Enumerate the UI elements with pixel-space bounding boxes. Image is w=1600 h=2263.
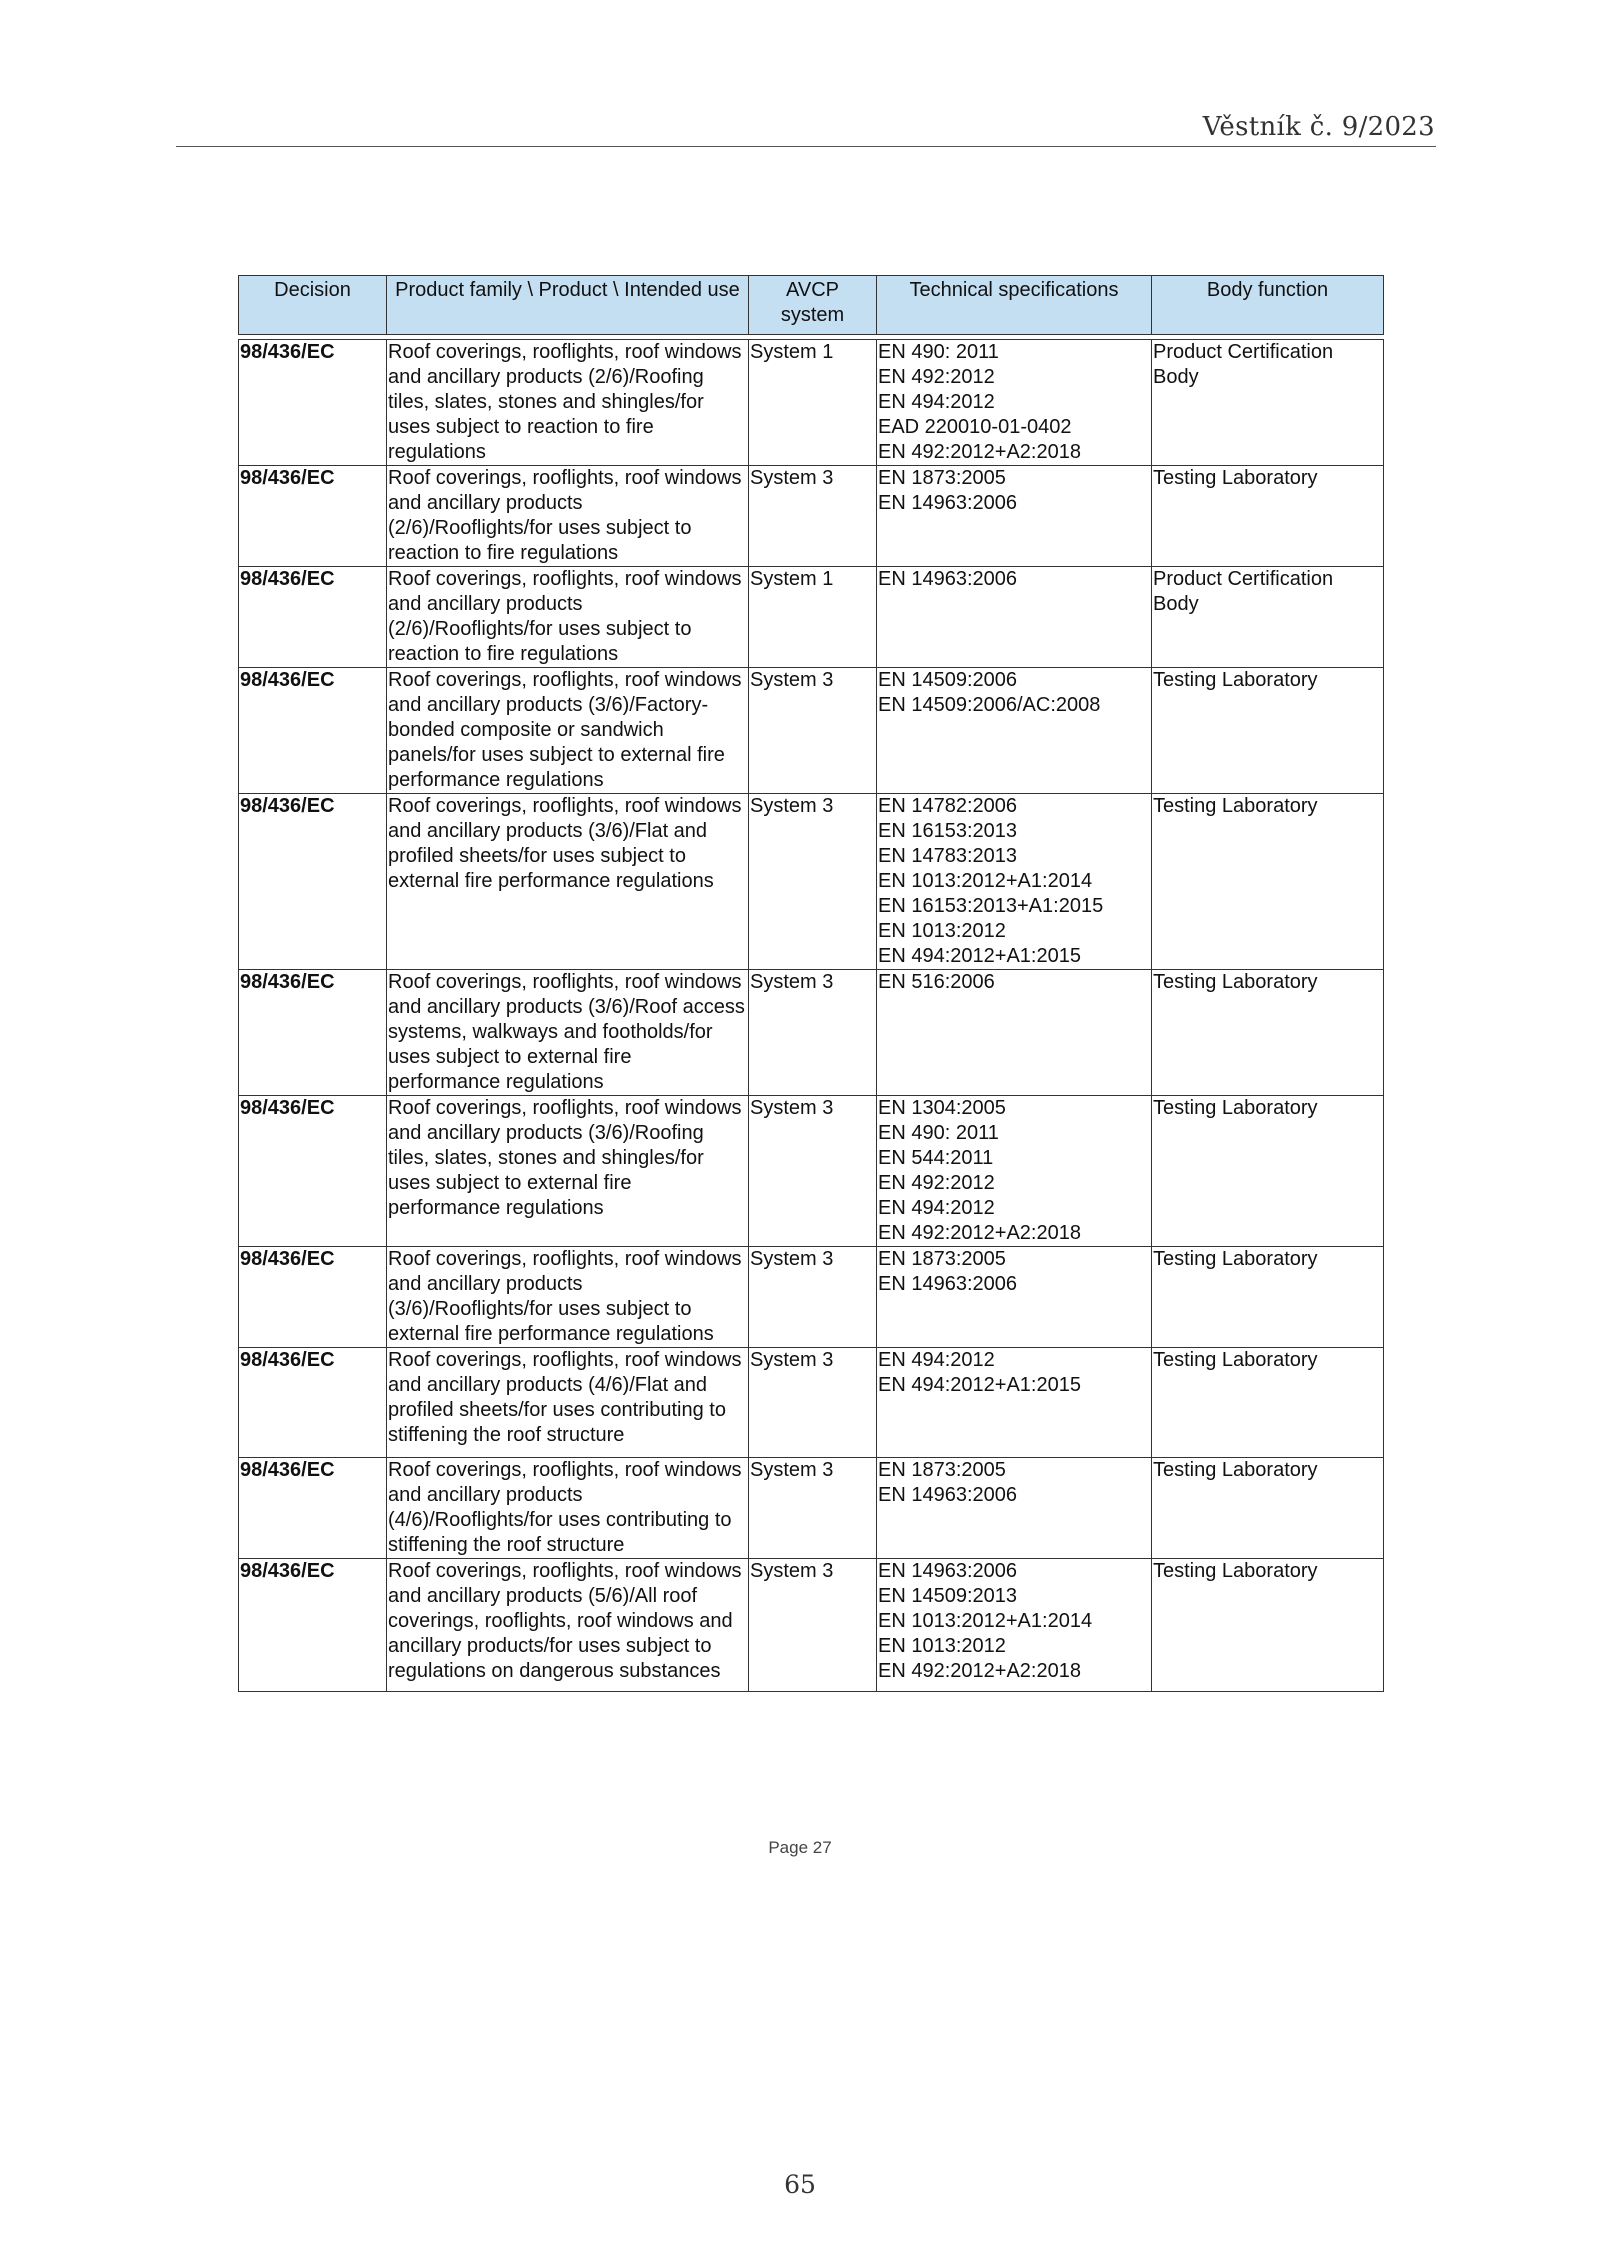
- specification-item: EN 14509:2006/AC:2008: [878, 694, 1101, 716]
- table-header-row: [239, 276, 1384, 335]
- table-row: [239, 1458, 1384, 1559]
- body-function-cell: Testing Laboratory: [1152, 970, 1384, 1096]
- table-row: [239, 970, 1384, 1096]
- body-function-cell: Testing Laboratory: [1152, 1458, 1384, 1559]
- column-header-body-function: Body function: [1152, 276, 1384, 335]
- specification-item: EN 1873:2005: [878, 1459, 1006, 1481]
- avcp-cell: System 1: [749, 567, 877, 668]
- specification-item: EN 492:2012+A2:2018: [878, 1660, 1081, 1682]
- body-function-cell: Testing Laboratory: [1152, 1348, 1384, 1458]
- decision-cell: 98/436/EC: [239, 794, 387, 970]
- specification-item: EN 492:2012: [878, 366, 995, 388]
- body-function-cell: Testing Laboratory: [1152, 466, 1384, 567]
- header-rule: [176, 146, 1436, 147]
- specification-item: EN 1873:2005: [878, 467, 1006, 489]
- product-cell: Roof coverings, rooflights, roof windows and ancillary products (4/6)/Flat and profiled sheets/for uses contributing to stiffening the roof structure: [387, 1348, 749, 1458]
- specification-item: EN 14509:2013: [878, 1585, 1018, 1607]
- decision-cell: 98/436/EC: [239, 1247, 387, 1348]
- specification-item: EN 1873:2005: [878, 1248, 1006, 1270]
- specification-item: EN 14782:2006: [878, 795, 1018, 817]
- product-cell: Roof coverings, rooflights, roof windows and ancillary products (2/6)/Rooflights/for uses subject to reaction to fire regulations: [387, 466, 749, 567]
- specification-item: EN 14963:2006: [878, 1273, 1018, 1295]
- technical-specifications-cell: [877, 1096, 1152, 1247]
- page-number: 65: [784, 2170, 816, 2199]
- technical-specifications-cell: [877, 1458, 1152, 1559]
- specification-item: EN 492:2012+A2:2018: [878, 1222, 1081, 1244]
- avcp-cell: System 3: [749, 1559, 877, 1692]
- table-row: [239, 340, 1384, 466]
- specification-item: EN 494:2012: [878, 1197, 995, 1219]
- specification-item: EN 14963:2006: [878, 1560, 1018, 1582]
- decision-cell: 98/436/EC: [239, 668, 387, 794]
- specification-item: EN 492:2012: [878, 1172, 995, 1194]
- body-function-cell: Testing Laboratory: [1152, 668, 1384, 794]
- product-cell: Roof coverings, rooflights, roof windows and ancillary products (3/6)/Rooflights/for uses subject to external fire performance regulations: [387, 1247, 749, 1348]
- table-row: [239, 1096, 1384, 1247]
- technical-specifications-cell: [877, 1559, 1152, 1692]
- body-function-cell: Product Certification Body: [1152, 340, 1384, 466]
- specification-item: EAD 220010-01-0402: [878, 416, 1072, 438]
- decision-cell: 98/436/EC: [239, 466, 387, 567]
- technical-specifications-cell: [877, 466, 1152, 567]
- table-row: [239, 466, 1384, 567]
- specification-item: EN 14963:2006: [878, 1484, 1018, 1506]
- specification-item: EN 1013:2012+A1:2014: [878, 1610, 1093, 1632]
- table-row: [239, 1348, 1384, 1458]
- specification-item: EN 16153:2013+A1:2015: [878, 895, 1104, 917]
- decision-cell: 98/436/EC: [239, 1096, 387, 1247]
- specification-item: EN 16153:2013: [878, 820, 1018, 842]
- product-cell: Roof coverings, rooflights, roof windows and ancillary products (3/6)/Flat and profiled sheets/for uses subject to external fire performance regulations: [387, 794, 749, 970]
- body-function-cell: Product Certification Body: [1152, 567, 1384, 668]
- column-header-technical-specifications: Technical specifications: [877, 276, 1152, 335]
- specification-item: EN 516:2006: [878, 971, 995, 993]
- specification-item: EN 494:2012+A1:2015: [878, 1374, 1081, 1396]
- body-function-cell: Testing Laboratory: [1152, 1559, 1384, 1692]
- table-row: [239, 1247, 1384, 1348]
- product-cell: Roof coverings, rooflights, roof windows and ancillary products (2/6)/Rooflights/for uses subject to reaction to fire regulations: [387, 567, 749, 668]
- avcp-cell: System 3: [749, 1348, 877, 1458]
- body-function-cell: Testing Laboratory: [1152, 1096, 1384, 1247]
- product-cell: Roof coverings, rooflights, roof windows and ancillary products (3/6)/Roof access systems, walkways and footholds/for uses subject to external fire performance regulations: [387, 970, 749, 1096]
- decision-cell: 98/436/EC: [239, 970, 387, 1096]
- table-row: [239, 668, 1384, 794]
- bulletin-title: Věstník č. 9/2023: [1202, 112, 1435, 142]
- specification-item: EN 1013:2012: [878, 1635, 1006, 1657]
- table-row: [239, 567, 1384, 668]
- decision-cell: 98/436/EC: [239, 1458, 387, 1559]
- product-cell: Roof coverings, rooflights, roof windows and ancillary products (3/6)/Roofing tiles, slates, stones and shingles/for uses subject to external fire performance regulations: [387, 1096, 749, 1247]
- body-function-cell: Testing Laboratory: [1152, 794, 1384, 970]
- specification-item: EN 494:2012+A1:2015: [878, 945, 1081, 967]
- avcp-cell: System 3: [749, 1096, 877, 1247]
- technical-specifications-cell: [877, 567, 1152, 668]
- specification-item: EN 1013:2012: [878, 920, 1006, 942]
- specification-item: EN 490: 2011: [878, 1122, 999, 1144]
- specification-item: EN 492:2012+A2:2018: [878, 441, 1081, 463]
- table-row: [239, 1559, 1384, 1692]
- specification-item: EN 14963:2006: [878, 492, 1018, 514]
- technical-specifications-cell: [877, 794, 1152, 970]
- column-header-avcp: AVCP system: [749, 276, 877, 335]
- specification-item: EN 14509:2006: [878, 669, 1018, 691]
- avcp-cell: System 3: [749, 794, 877, 970]
- product-cell: Roof coverings, rooflights, roof windows and ancillary products (2/6)/Roofing tiles, slates, stones and shingles/for uses subject to reaction to fire regulations: [387, 340, 749, 466]
- specification-item: EN 494:2012: [878, 1349, 995, 1371]
- decision-cell: 98/436/EC: [239, 1559, 387, 1692]
- product-cell: Roof coverings, rooflights, roof windows and ancillary products (4/6)/Rooflights/for uses contributing to stiffening the roof structure: [387, 1458, 749, 1559]
- column-header-decision: Decision: [239, 276, 387, 335]
- avcp-cell: System 3: [749, 1458, 877, 1559]
- avcp-cell: System 1: [749, 340, 877, 466]
- specification-item: EN 14963:2006: [878, 568, 1018, 590]
- technical-specifications-cell: [877, 970, 1152, 1096]
- specification-item: EN 490: 2011: [878, 341, 999, 363]
- table-row: [239, 794, 1384, 970]
- decision-cell: 98/436/EC: [239, 340, 387, 466]
- column-header-product: Product family \ Product \ Intended use: [387, 276, 749, 335]
- specification-item: EN 1013:2012+A1:2014: [878, 870, 1093, 892]
- page-label: Page 27: [768, 1838, 832, 1857]
- decision-cell: 98/436/EC: [239, 567, 387, 668]
- technical-specifications-cell: [877, 1247, 1152, 1348]
- technical-specifications-cell: [877, 1348, 1152, 1458]
- specification-item: EN 14783:2013: [878, 845, 1018, 867]
- specification-item: EN 544:2011: [878, 1147, 994, 1169]
- technical-specifications-cell: [877, 668, 1152, 794]
- product-cell: Roof coverings, rooflights, roof windows and ancillary products (5/6)/All roof coverings, rooflights, roof windows and ancillary products/for uses subject to regulations on dangerous substances: [387, 1559, 749, 1692]
- specification-item: EN 1304:2005: [878, 1097, 1006, 1119]
- table-body: [239, 335, 1384, 1692]
- avcp-cell: System 3: [749, 668, 877, 794]
- decision-cell: 98/436/EC: [239, 1348, 387, 1458]
- technical-specifications-cell: [877, 340, 1152, 466]
- body-function-cell: Testing Laboratory: [1152, 1247, 1384, 1348]
- specifications-table: [238, 275, 1384, 1692]
- product-cell: Roof coverings, rooflights, roof windows and ancillary products (3/6)/Factory-bonded composite or sandwich panels/for uses subject to external fire performance regulations: [387, 668, 749, 794]
- specification-item: EN 494:2012: [878, 391, 995, 413]
- avcp-cell: System 3: [749, 970, 877, 1096]
- avcp-cell: System 3: [749, 1247, 877, 1348]
- avcp-cell: System 3: [749, 466, 877, 567]
